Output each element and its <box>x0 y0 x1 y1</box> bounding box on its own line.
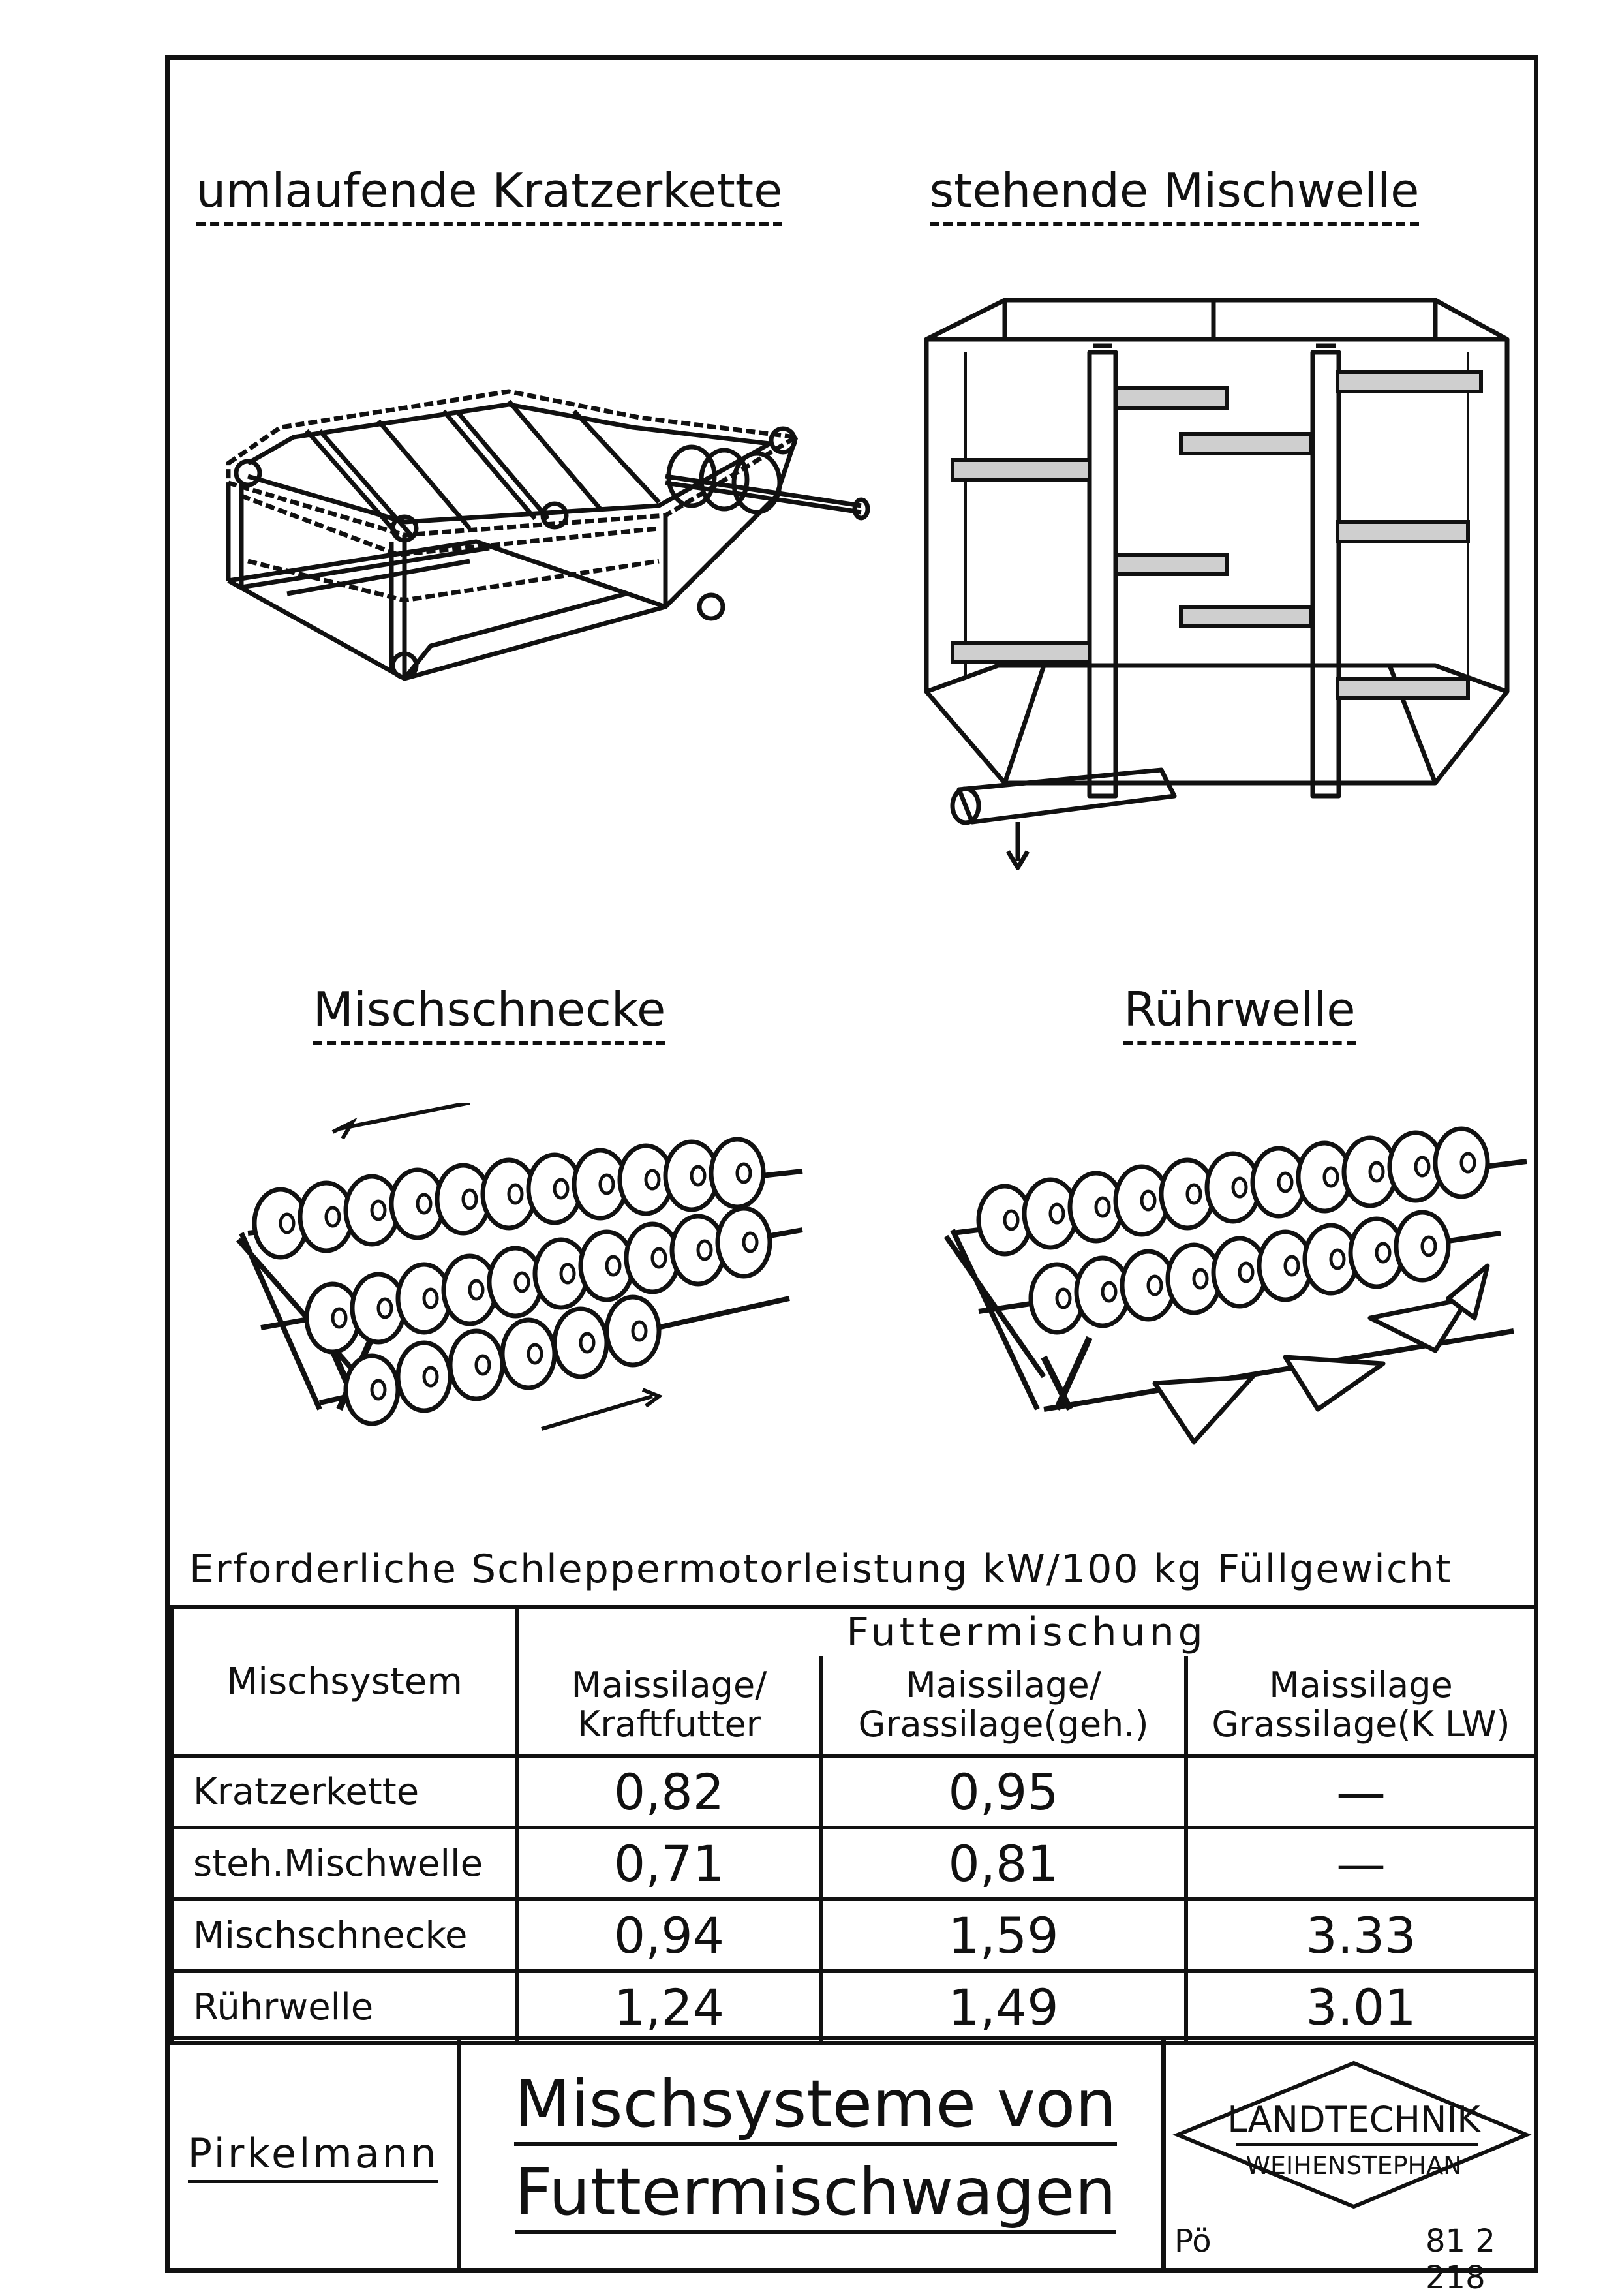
value-cell: 0,82 <box>517 1756 821 1828</box>
sheet-title: Mischsysteme von Futtermischwagen <box>470 2060 1161 2236</box>
panel-title-mischschnecke: Mischschnecke <box>196 982 783 1037</box>
kratzerkette-illustration <box>209 365 874 705</box>
value-cell: 0,71 <box>517 1828 821 1899</box>
row-label: steh.Mischwelle <box>172 1828 517 1899</box>
mischschnecke-illustration <box>202 1103 829 1468</box>
header-futtermischung: Futtermischung <box>517 1607 1536 1656</box>
panel-title-kratzerkette: umlaufende Kratzerkette <box>163 163 816 218</box>
initials: Pö <box>1174 2223 1212 2259</box>
row-label: Rührwelle <box>172 1971 517 2043</box>
power-table <box>170 1605 1538 2045</box>
value-cell: 1,49 <box>821 1971 1186 2043</box>
value-cell: 0,81 <box>821 1828 1186 1899</box>
table-row <box>172 1899 1536 1971</box>
svg-text:LANDTECHNIK: LANDTECHNIK <box>1227 2099 1480 2140</box>
row-label: Mischschnecke <box>172 1899 517 1971</box>
requirement-caption: Erforderliche Schleppermotorleistung kW/100 kg Füllgewicht <box>189 1546 1452 1592</box>
ruehrwelle-illustration <box>913 1103 1533 1468</box>
title-block <box>170 2036 1534 2296</box>
sheet-number: 81 2 218 <box>1426 2223 1495 2296</box>
value-cell: — <box>1186 1756 1536 1828</box>
value-cell: 1,59 <box>821 1899 1186 1971</box>
mischwelle-illustration <box>913 274 1520 881</box>
divider <box>457 2040 461 2273</box>
column-header-2: Maissilage/ Grassilage(geh.) <box>821 1656 1186 1756</box>
table-row <box>172 1756 1536 1828</box>
panel-title-ruehrwelle: Rührwelle <box>946 982 1533 1037</box>
column-header-1: Maissilage/ Kraftfutter <box>517 1656 821 1756</box>
value-cell: 0,94 <box>517 1899 821 1971</box>
column-header-3: Maissilage Grassilage(K LW) <box>1186 1656 1536 1756</box>
table-row <box>172 1971 1536 2043</box>
author: Pirkelmann <box>170 2040 457 2273</box>
table-row <box>172 1828 1536 1899</box>
value-cell: — <box>1186 1828 1536 1899</box>
value-cell: 3.33 <box>1186 1899 1536 1971</box>
svg-text:WEIHENSTEPHAN: WEIHENSTEPHAN <box>1245 2151 1462 2180</box>
value-cell: 0,95 <box>821 1756 1186 1828</box>
header-mischsystem: Mischsystem <box>172 1607 517 1756</box>
panel-title-mischwelle: stehende Mischwelle <box>881 163 1468 218</box>
row-label: Kratzerkette <box>172 1756 517 1828</box>
divider <box>1161 2040 1166 2273</box>
landtechnik-logo <box>1171 2050 1533 2220</box>
value-cell: 1,24 <box>517 1971 821 2043</box>
value-cell: 3.01 <box>1186 1971 1536 2043</box>
